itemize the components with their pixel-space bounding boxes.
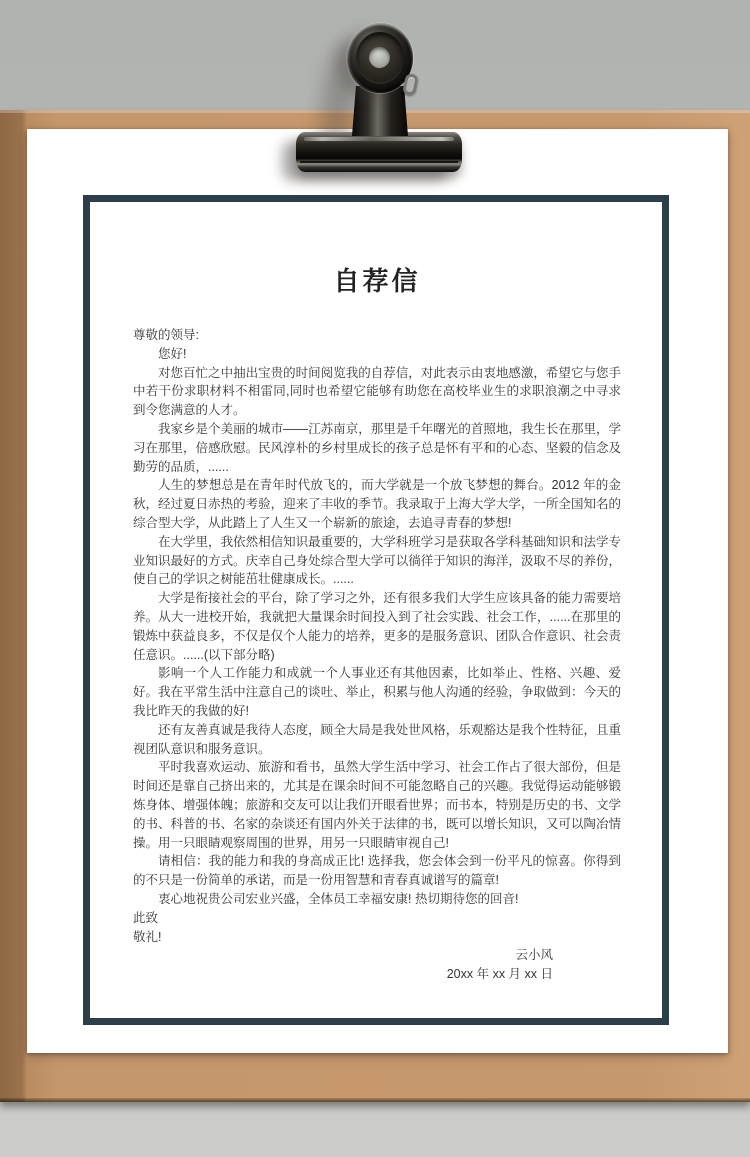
letter-salutation: 尊敬的领导: xyxy=(133,328,199,342)
letter-closing-salute: 敬礼! xyxy=(133,929,162,944)
letter-paragraph: 影响一个人工作能力和成就一个人事业还有其他因素，比如举止、性格、兴趣、爱好。我在平常生活中注意自己的谈吐、举止，积累与他人沟通的经验，争取做到：今天的我比昨天的我做的好! xyxy=(133,666,621,718)
letter-paper xyxy=(27,129,728,1053)
letter-border-frame xyxy=(83,195,669,1025)
letter-signature: 云小风 xyxy=(515,948,553,963)
clip-neck xyxy=(352,86,408,136)
letter-paragraph: 人生的梦想总是在青年时代放飞的，而大学就是一个放飞梦想的舞台。2012 年的金秋，经过夏日赤热的考验，迎来了丰收的季节。我录取于上海大学大学，一所全国知名的综合型大学，从此踏上了人生又一个崭新的旅途，去追寻青春的梦想! xyxy=(133,478,621,530)
letter-date: 20xx 年 xx 月 xx 日 xyxy=(446,967,553,982)
letter-title: 自荐信 xyxy=(333,266,421,296)
clipboard-bottom-edge xyxy=(0,1098,750,1102)
clip-jaw-bar xyxy=(296,132,462,172)
letter-paragraph: 平时我喜欢运动、旅游和看书，虽然大学生活中学习、社会工作占了很大部份，但是时间还是靠自己挤出来的，尤其是在课余时间不可能忽略自己的兴趣。我觉得运动能够锻炼身体、增强体魄；旅游和交友可以让我们开眼看世界；而书本，特别是历史的书、文学的书、科普的书、名家的杂谈还有国内外关于法律的书，既可以增长知识，又可以陶冶情操。用一只眼睛观察周围的世界，用另一只眼睛审视自己! xyxy=(133,760,621,850)
letter-paragraph: 对您百忙之中抽出宝贵的时间阅览我的自荐信，对此表示由衷地感激，希望它与您手中若干份求职材料不相雷同,同时也希望它能够有助您在高校毕业生的求职浪潮之中寻求到令您满意的人才。 xyxy=(133,365,621,418)
letter-closing-word: 此致 xyxy=(133,910,159,925)
letter-paragraph: 我家乡是个美丽的城市——江苏南京，那里是千年曙光的首照地，我生长在那里，学习在那里，倍感欣慰。民风淳朴的乡村里成长的孩子总是怀有平和的心态、坚毅的信念及勤劳的品质，...... xyxy=(133,421,621,474)
letter-paragraph: 在大学里，我依然相信知识最重要的，大学科班学习是获取各学科基础知识和法学专业知识最好的方式。庆幸自己身处综合型大学可以徜徉于知识的海洋，汲取不尽的养份，使自己的学识之树能茁壮健康成长。...... xyxy=(133,534,621,587)
letter-paragraph: 衷心地祝贵公司宏业兴盛，全体员工幸福安康! 热切期待您的回音! xyxy=(158,891,519,906)
letter-paragraph: 请相信：我的能力和我的身高成正比! 选择我，您会体会到一份平凡的惊喜。你得到的不只是一份简单的承诺，而是一份用智慧和青春真诚谱写的篇章! xyxy=(133,854,621,888)
letter-paragraph: 大学是衔接社会的平台，除了学习之外，还有很多我们大学生应该具备的能力需要培养。从大一进校开始，我就把大量课余时间投入到了社会实践、社会工作，......在那里的锻炼中获益良多，不仅是仅个人能力的培养，更多的是服务意识、团队合作意识、社会责任意识。......(以下部分略) xyxy=(133,591,621,662)
letter-greeting: 您好! xyxy=(158,346,187,361)
clip-side-lever xyxy=(402,73,419,96)
letter-content xyxy=(90,202,662,1018)
letter-paragraph: 还有友善真诚是我待人态度，顾全大局是我处世风格，乐观豁达是我个性特征，且重视团队意识和服务意识。 xyxy=(133,722,621,756)
